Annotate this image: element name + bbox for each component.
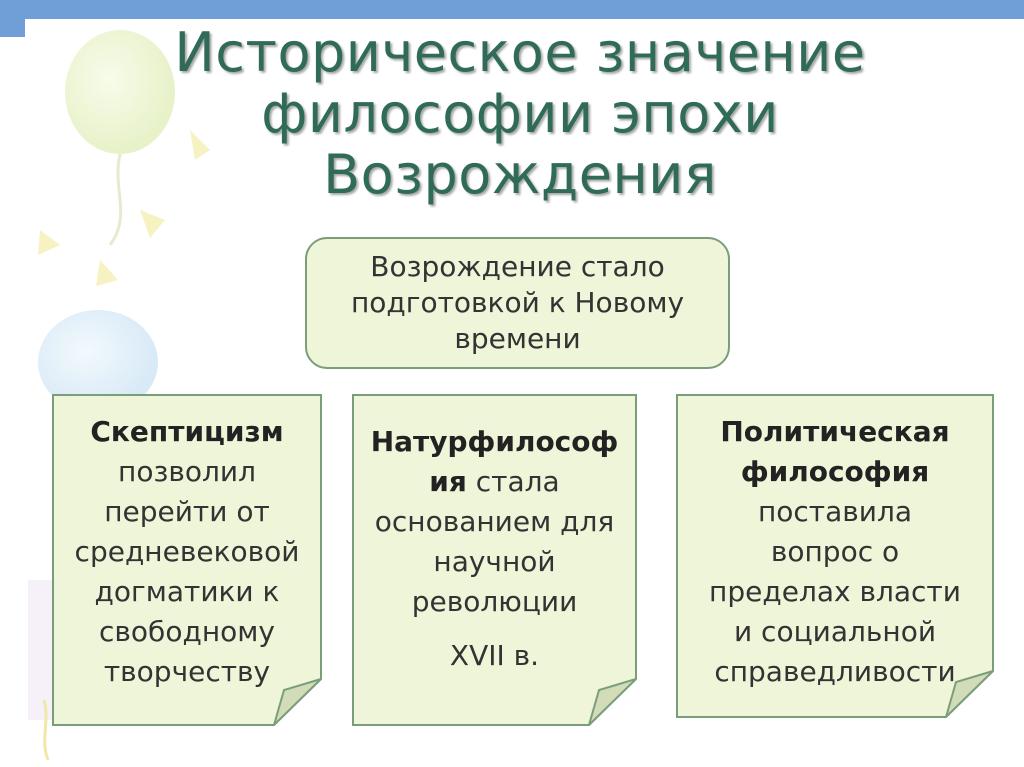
card-political-philosophy-line-4: и социальной bbox=[733, 615, 937, 648]
root-box bbox=[305, 237, 730, 369]
root-line-1: Возрождение стало bbox=[370, 250, 665, 283]
card-political-philosophy-line-2: вопрос о bbox=[770, 535, 900, 568]
card-political-philosophy bbox=[676, 394, 994, 718]
title-line-2: философии эпохи bbox=[261, 82, 779, 145]
root-line-2: подготовкой к Новому bbox=[350, 286, 685, 319]
card-political-philosophy-line-5: справедливости bbox=[714, 655, 956, 688]
title-line-3: Возрождения bbox=[323, 143, 717, 206]
card-natural-philosophy-line-1: основанием для bbox=[374, 505, 615, 538]
card-skepticism-line-6: творчеству bbox=[103, 655, 271, 688]
card-natural-philosophy-heading-2: ия bbox=[429, 465, 467, 498]
card-natural-philosophy bbox=[352, 394, 637, 726]
page-title bbox=[140, 22, 900, 205]
root-line-3: времени bbox=[454, 322, 581, 355]
card-political-philosophy-heading-2: философия bbox=[740, 455, 930, 488]
card-natural-philosophy-century: XVII в. bbox=[449, 639, 540, 672]
card-skepticism-heading: Скептицизм bbox=[90, 415, 284, 448]
card-political-philosophy-line-1: поставила bbox=[757, 495, 913, 528]
card-skepticism-line-1: позволил bbox=[118, 455, 256, 488]
card-political-philosophy-line-3: пределах власти bbox=[709, 575, 961, 608]
card-skepticism bbox=[52, 394, 322, 726]
card-skepticism-line-2: перейти от bbox=[104, 495, 270, 528]
card-natural-philosophy-line-2: научной bbox=[433, 545, 556, 578]
card-skepticism-line-5: свободному bbox=[99, 615, 275, 648]
card-skepticism-line-3: средневековой bbox=[74, 535, 300, 568]
card-skepticism-line-4: догматики к bbox=[94, 575, 280, 608]
card-natural-philosophy-heading-1: Натурфилософ bbox=[370, 425, 619, 458]
card-natural-philosophy-line-3: революции bbox=[411, 585, 578, 618]
card-natural-philosophy-line-0: стала bbox=[466, 465, 560, 498]
title-line-1: Историческое значение bbox=[174, 21, 866, 84]
card-political-philosophy-heading-1: Политическая bbox=[720, 415, 950, 448]
